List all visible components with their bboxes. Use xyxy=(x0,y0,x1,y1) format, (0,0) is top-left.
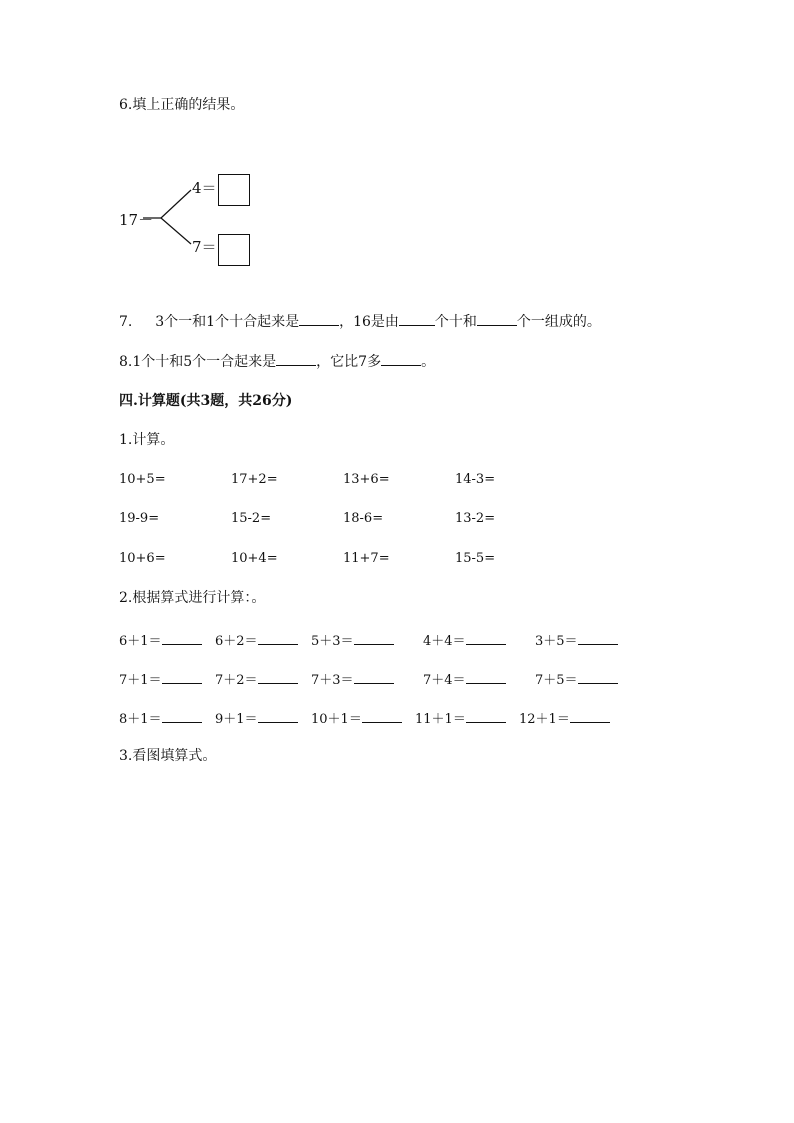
calc-1-expression: 19-9= xyxy=(119,511,160,526)
answer-blank[interactable] xyxy=(578,671,618,684)
calc-2-expression: 12＋1＝ xyxy=(519,712,570,727)
question-7-number: 7. xyxy=(119,314,133,330)
calc-2-expression: 3＋5＝ xyxy=(535,634,578,649)
calc-1-expression: 11+7= xyxy=(343,551,390,566)
answer-blank[interactable] xyxy=(299,313,339,326)
question-7-text-2: ，16是由 xyxy=(339,314,399,330)
calc-2-item xyxy=(311,630,394,649)
question-8 xyxy=(119,353,435,371)
calc-2-item xyxy=(311,669,394,688)
calc-2-item xyxy=(423,669,506,688)
calc-2-item xyxy=(415,708,506,727)
answer-blank[interactable] xyxy=(466,671,506,684)
question-8-text-2: ，它比7多 xyxy=(316,354,382,370)
question-7-text-1: 3个一和1个十合起来是 xyxy=(155,314,300,330)
calc-2-expression: 9＋1＝ xyxy=(215,712,258,727)
calc-2-expression: 7＋5＝ xyxy=(535,673,578,688)
question-6-title: 6.填上正确的结果。 xyxy=(119,97,245,113)
tree-root-label: 17－ xyxy=(119,211,154,229)
calc-3-title: 3.看图填算式。 xyxy=(119,748,217,764)
answer-blank[interactable] xyxy=(162,671,202,684)
answer-blank[interactable] xyxy=(466,632,506,645)
calc-2-item xyxy=(119,630,202,649)
calc-2-expression: 7＋3＝ xyxy=(311,673,354,688)
section-4-heading: 四.计算题(共3题，共26分) xyxy=(119,393,293,409)
answer-blank[interactable] xyxy=(362,710,402,723)
calc-2-item xyxy=(215,630,298,649)
answer-blank[interactable] xyxy=(399,313,435,326)
question-7 xyxy=(119,313,601,331)
answer-blank[interactable] xyxy=(258,632,298,645)
calc-1-expression: 14-3= xyxy=(455,472,496,487)
answer-blank[interactable] xyxy=(381,353,421,366)
answer-blank[interactable] xyxy=(276,353,316,366)
answer-blank[interactable] xyxy=(258,671,298,684)
calc-2-expression: 7＋4＝ xyxy=(423,673,466,688)
calc-2-expression: 5＋3＝ xyxy=(311,634,354,649)
answer-blank[interactable] xyxy=(354,632,394,645)
calc-2-item xyxy=(311,708,402,727)
tree-branch-top xyxy=(161,190,191,218)
answer-blank[interactable] xyxy=(354,671,394,684)
question-8-text-1: 8.1个十和5个一合起来是 xyxy=(119,354,277,370)
answer-blank[interactable] xyxy=(258,710,298,723)
answer-blank[interactable] xyxy=(570,710,610,723)
calc-1-expression: 10+4= xyxy=(231,551,278,566)
calc-1-expression: 13+6= xyxy=(343,472,390,487)
question-7-text-4: 个一组成的。 xyxy=(516,314,601,330)
answer-blank[interactable] xyxy=(477,313,517,326)
calc-2-expression: 8＋1＝ xyxy=(119,712,162,727)
calc-2-expression: 4＋4＝ xyxy=(423,634,466,649)
calc-2-expression: 7＋2＝ xyxy=(215,673,258,688)
calc-1-expression: 18-6= xyxy=(343,511,384,526)
question-8-text-3: 。 xyxy=(421,354,436,370)
tree-bottom-label: 7＝ xyxy=(192,238,217,256)
calc-1-title: 1.计算。 xyxy=(119,432,175,448)
calc-2-expression: 11＋1＝ xyxy=(415,712,466,727)
calc-2-item xyxy=(535,669,618,688)
calc-1-expression: 10+5= xyxy=(119,472,166,487)
calc-2-item xyxy=(423,630,506,649)
calc-2-expression: 7＋1＝ xyxy=(119,673,162,688)
calc-2-expression: 6＋2＝ xyxy=(215,634,258,649)
calc-2-item xyxy=(519,708,610,727)
calc-1-expression: 15-5= xyxy=(455,551,496,566)
decomposition-tree xyxy=(115,168,275,278)
answer-blank[interactable] xyxy=(466,710,506,723)
answer-box-bottom[interactable] xyxy=(218,234,250,266)
tree-top-label: 4＝ xyxy=(192,179,217,197)
calc-2-expression: 6＋1＝ xyxy=(119,634,162,649)
calc-1-expression: 17+2= xyxy=(231,472,278,487)
calc-2-item xyxy=(119,708,202,727)
calc-2-item xyxy=(535,630,618,649)
calc-2-item xyxy=(215,669,298,688)
answer-blank[interactable] xyxy=(162,632,202,645)
calc-1-expression: 10+6= xyxy=(119,551,166,566)
answer-box-top[interactable] xyxy=(218,174,250,206)
calc-2-title: 2.根据算式进行计算：。 xyxy=(119,590,266,606)
calc-2-item xyxy=(119,669,202,688)
calc-1-expression: 13-2= xyxy=(455,511,496,526)
tree-branch-bottom xyxy=(161,218,191,244)
calc-2-item xyxy=(215,708,298,727)
calc-1-expression: 15-2= xyxy=(231,511,272,526)
answer-blank[interactable] xyxy=(162,710,202,723)
question-7-text-3: 个十和 xyxy=(434,314,477,330)
answer-blank[interactable] xyxy=(578,632,618,645)
calc-2-expression: 10＋1＝ xyxy=(311,712,362,727)
